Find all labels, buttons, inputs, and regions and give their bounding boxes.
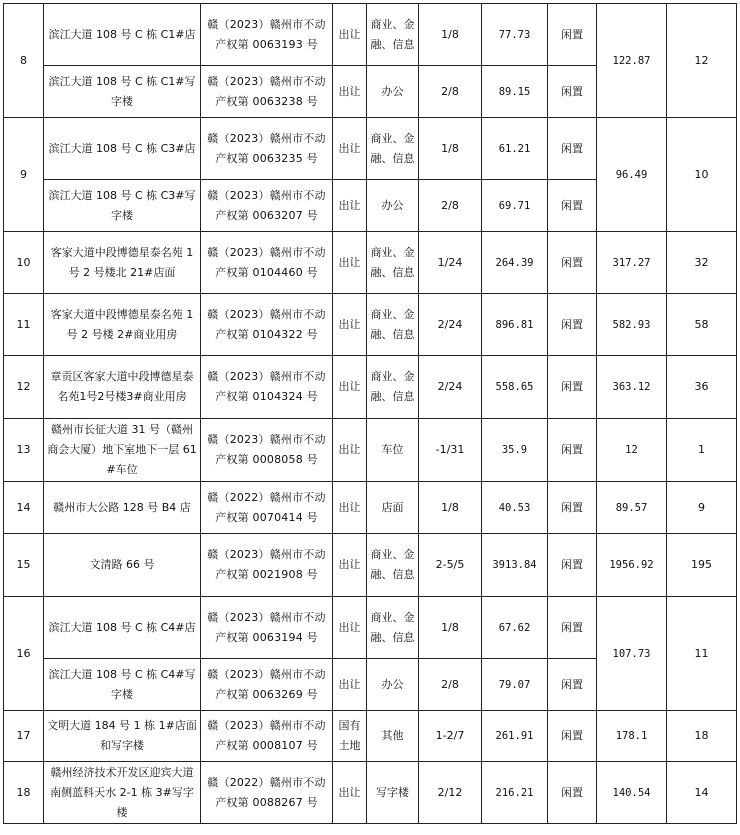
- row-number: 13: [4, 419, 44, 482]
- property-address: 客家大道中段博德星泰名苑 1 号 2 号楼北 21#店面: [44, 232, 201, 294]
- unit-count: 11: [667, 597, 737, 711]
- usage-status: 闲置: [548, 118, 597, 180]
- land-use: 其他: [367, 711, 419, 762]
- unit-count: 1: [667, 419, 737, 482]
- property-address: 滨江大道 108 号 C 栋 C1#写字楼: [44, 66, 201, 118]
- land-use: 办公: [367, 180, 419, 232]
- property-address: 滨江大道 108 号 C 栋 C1#店: [44, 4, 201, 66]
- land-use: 店面: [367, 482, 419, 534]
- acquisition-method: 出让: [333, 482, 367, 534]
- table-row: [4, 232, 737, 294]
- floor-info: 2/12: [419, 762, 482, 824]
- land-use: 商业、金融、信息: [367, 118, 419, 180]
- land-use: 商业、金融、信息: [367, 356, 419, 419]
- certificate-number: 赣（2023）赣州市不动产权第 0063238 号: [201, 66, 333, 118]
- floor-info: 1/8: [419, 482, 482, 534]
- row-number: 16: [4, 597, 44, 711]
- floor-info: 2/8: [419, 180, 482, 232]
- building-area: 896.81: [482, 294, 548, 356]
- acquisition-method: 出让: [333, 118, 367, 180]
- certificate-number: 赣（2023）赣州市不动产权第 0008058 号: [201, 419, 333, 482]
- property-address: 赣州市大公路 128 号 B4 店: [44, 482, 201, 534]
- property-address: 文明大道 184 号 1 栋 1#店面和写字楼: [44, 711, 201, 762]
- property-address: 滨江大道 108 号 C 栋 C4#店: [44, 597, 201, 659]
- total-area: 107.73: [597, 597, 667, 711]
- row-number: 10: [4, 232, 44, 294]
- usage-status: 闲置: [548, 659, 597, 711]
- table-row: [4, 597, 737, 659]
- unit-count: 10: [667, 118, 737, 232]
- table-row: [4, 356, 737, 419]
- unit-count: 12: [667, 4, 737, 118]
- certificate-number: 赣（2022）赣州市不动产权第 0070414 号: [201, 482, 333, 534]
- acquisition-method: 出让: [333, 356, 367, 419]
- usage-status: 闲置: [548, 482, 597, 534]
- certificate-number: 赣（2023）赣州市不动产权第 0063207 号: [201, 180, 333, 232]
- property-address: 文清路 66 号: [44, 534, 201, 597]
- floor-info: 1-2/7: [419, 711, 482, 762]
- land-use: 商业、金融、信息: [367, 534, 419, 597]
- floor-info: -1/31: [419, 419, 482, 482]
- floor-info: 2/8: [419, 66, 482, 118]
- unit-count: 32: [667, 232, 737, 294]
- land-use: 商业、金融、信息: [367, 232, 419, 294]
- building-area: 261.91: [482, 711, 548, 762]
- unit-count: 9: [667, 482, 737, 534]
- acquisition-method: 出让: [333, 66, 367, 118]
- property-address: 赣州市长征大道 31 号（赣州商会大厦）地下室地下一层 61#车位: [44, 419, 201, 482]
- land-use: 办公: [367, 659, 419, 711]
- row-number: 11: [4, 294, 44, 356]
- acquisition-method: 出让: [333, 659, 367, 711]
- acquisition-method: 出让: [333, 294, 367, 356]
- row-number: 12: [4, 356, 44, 419]
- building-area: 35.9: [482, 419, 548, 482]
- usage-status: 闲置: [548, 4, 597, 66]
- acquisition-method: 出让: [333, 597, 367, 659]
- row-number: 8: [4, 4, 44, 118]
- property-address: 章贡区客家大道中段博德星泰名苑1号2号楼3#商业用房: [44, 356, 201, 419]
- row-number: 17: [4, 711, 44, 762]
- certificate-number: 赣（2023）赣州市不动产权第 0104460 号: [201, 232, 333, 294]
- acquisition-method: 出让: [333, 232, 367, 294]
- acquisition-method: 出让: [333, 419, 367, 482]
- table-row: [4, 482, 737, 534]
- floor-info: 2/8: [419, 659, 482, 711]
- usage-status: 闲置: [548, 356, 597, 419]
- usage-status: 闲置: [548, 180, 597, 232]
- building-area: 264.39: [482, 232, 548, 294]
- acquisition-method: 出让: [333, 4, 367, 66]
- building-area: 61.21: [482, 118, 548, 180]
- usage-status: 闲置: [548, 711, 597, 762]
- total-area: 363.12: [597, 356, 667, 419]
- building-area: 77.73: [482, 4, 548, 66]
- unit-count: 58: [667, 294, 737, 356]
- certificate-number: 赣（2023）赣州市不动产权第 0063194 号: [201, 597, 333, 659]
- usage-status: 闲置: [548, 66, 597, 118]
- usage-status: 闲置: [548, 232, 597, 294]
- land-use: 办公: [367, 66, 419, 118]
- building-area: 67.62: [482, 597, 548, 659]
- floor-info: 2/24: [419, 294, 482, 356]
- acquisition-method: 出让: [333, 180, 367, 232]
- property-address: 客家大道中段博德星泰名苑 1 号 2 号楼 2#商业用房: [44, 294, 201, 356]
- certificate-number: 赣（2022）赣州市不动产权第 0088267 号: [201, 762, 333, 824]
- floor-info: 2-5/5: [419, 534, 482, 597]
- usage-status: 闲置: [548, 597, 597, 659]
- acquisition-method: 出让: [333, 762, 367, 824]
- total-area: 582.93: [597, 294, 667, 356]
- property-address: 滨江大道 108 号 C 栋 C3#写字楼: [44, 180, 201, 232]
- total-area: 140.54: [597, 762, 667, 824]
- certificate-number: 赣（2023）赣州市不动产权第 0104322 号: [201, 294, 333, 356]
- unit-count: 36: [667, 356, 737, 419]
- land-use: 车位: [367, 419, 419, 482]
- table-row: [4, 294, 737, 356]
- acquisition-method: 国有土地: [333, 711, 367, 762]
- total-area: 317.27: [597, 232, 667, 294]
- land-use: 商业、金融、信息: [367, 294, 419, 356]
- usage-status: 闲置: [548, 762, 597, 824]
- asset-table: [3, 3, 737, 824]
- building-area: 558.65: [482, 356, 548, 419]
- certificate-number: 赣（2023）赣州市不动产权第 0021908 号: [201, 534, 333, 597]
- floor-info: 1/24: [419, 232, 482, 294]
- row-number: 18: [4, 762, 44, 824]
- floor-info: 1/8: [419, 118, 482, 180]
- total-area: 122.87: [597, 4, 667, 118]
- certificate-number: 赣（2023）赣州市不动产权第 0104324 号: [201, 356, 333, 419]
- table-row: [4, 4, 737, 66]
- building-area: 3913.84: [482, 534, 548, 597]
- building-area: 89.15: [482, 66, 548, 118]
- land-use: 商业、金融、信息: [367, 4, 419, 66]
- building-area: 79.07: [482, 659, 548, 711]
- row-number: 14: [4, 482, 44, 534]
- total-area: 1956.92: [597, 534, 667, 597]
- usage-status: 闲置: [548, 534, 597, 597]
- usage-status: 闲置: [548, 294, 597, 356]
- building-area: 40.53: [482, 482, 548, 534]
- total-area: 178.1: [597, 711, 667, 762]
- certificate-number: 赣（2023）赣州市不动产权第 0063269 号: [201, 659, 333, 711]
- table-row: [4, 762, 737, 824]
- building-area: 216.21: [482, 762, 548, 824]
- total-area: 12: [597, 419, 667, 482]
- total-area: 96.49: [597, 118, 667, 232]
- table-row: [4, 534, 737, 597]
- table-row: [4, 419, 737, 482]
- floor-info: 2/24: [419, 356, 482, 419]
- building-area: 69.71: [482, 180, 548, 232]
- property-address: 滨江大道 108 号 C 栋 C4#写字楼: [44, 659, 201, 711]
- row-number: 9: [4, 118, 44, 232]
- certificate-number: 赣（2023）赣州市不动产权第 0008107 号: [201, 711, 333, 762]
- certificate-number: 赣（2023）赣州市不动产权第 0063235 号: [201, 118, 333, 180]
- property-address: 滨江大道 108 号 C 栋 C3#店: [44, 118, 201, 180]
- unit-count: 14: [667, 762, 737, 824]
- property-address: 赣州经济技术开发区迎宾大道南侧蓝科天水 2-1 栋 3#写字楼: [44, 762, 201, 824]
- unit-count: 195: [667, 534, 737, 597]
- floor-info: 1/8: [419, 597, 482, 659]
- usage-status: 闲置: [548, 419, 597, 482]
- total-area: 89.57: [597, 482, 667, 534]
- land-use: 商业、金融、信息: [367, 597, 419, 659]
- unit-count: 18: [667, 711, 737, 762]
- table-row: [4, 118, 737, 180]
- table-row: [4, 711, 737, 762]
- certificate-number: 赣（2023）赣州市不动产权第 0063193 号: [201, 4, 333, 66]
- row-number: 15: [4, 534, 44, 597]
- acquisition-method: 出让: [333, 534, 367, 597]
- floor-info: 1/8: [419, 4, 482, 66]
- land-use: 写字楼: [367, 762, 419, 824]
